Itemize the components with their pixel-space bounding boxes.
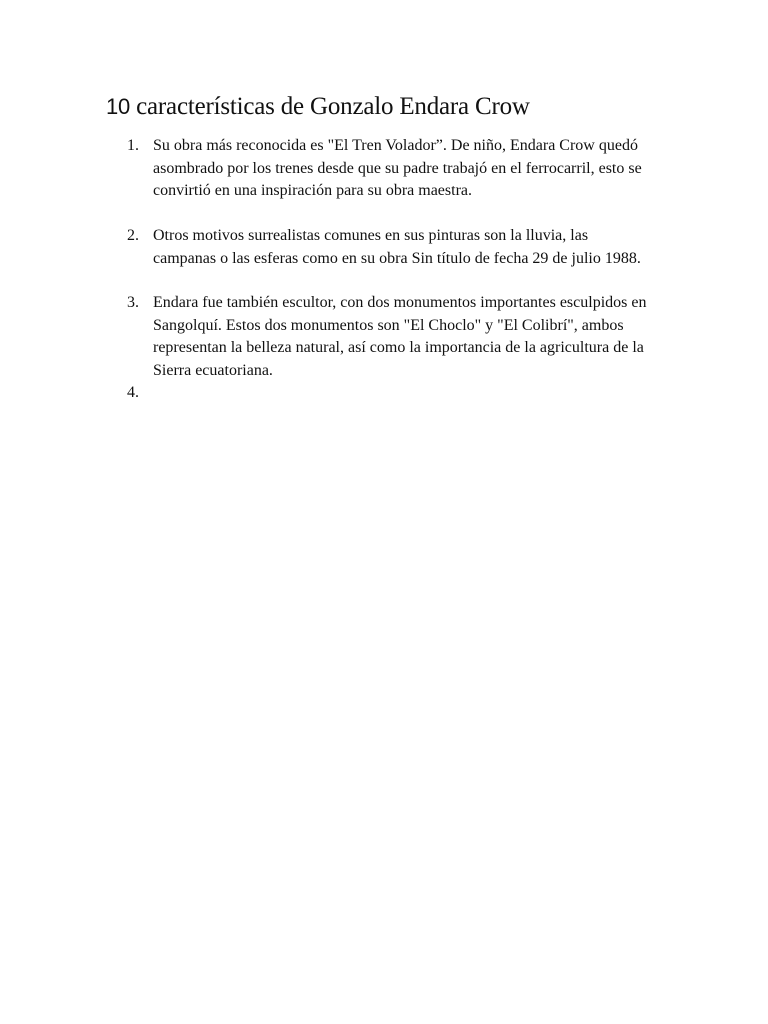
list-item-text: Otros motivos surrealistas comunes en sus pinturas son la lluvia, las campanas o las esferas como en su obra Sin título de fecha 29 de julio 1988. [153,227,641,267]
list-item-text: Endara fue también escultor, con dos monumentos importantes esculpidos en Sangolquí. Estos dos monumentos son "El Choclo" y "El Colibrí", ambos representan la belleza natural, así como la importancia de la agricultura de la Sierra ecuatoriana. [153,294,647,379]
title-number: 10 [106,94,131,119]
list-item [127,135,647,203]
list-item-number: 2. [127,227,139,244]
list-item-number: 4. [127,384,139,401]
list-item-number: 3. [127,294,139,311]
list-item-text: Su obra más reconocida es "El Tren Volador”. De niño, Endara Crow quedó asombrado por los trenes desde que su padre trabajó en el ferrocarril, esto se convirtió en una inspiración para su obra maestra. [153,137,642,199]
list-item-number: 1. [127,137,139,154]
title-text: características de Gonzalo Endara Crow [130,93,530,120]
list-item [127,292,647,382]
list-item [127,225,647,270]
document-title [106,92,530,122]
